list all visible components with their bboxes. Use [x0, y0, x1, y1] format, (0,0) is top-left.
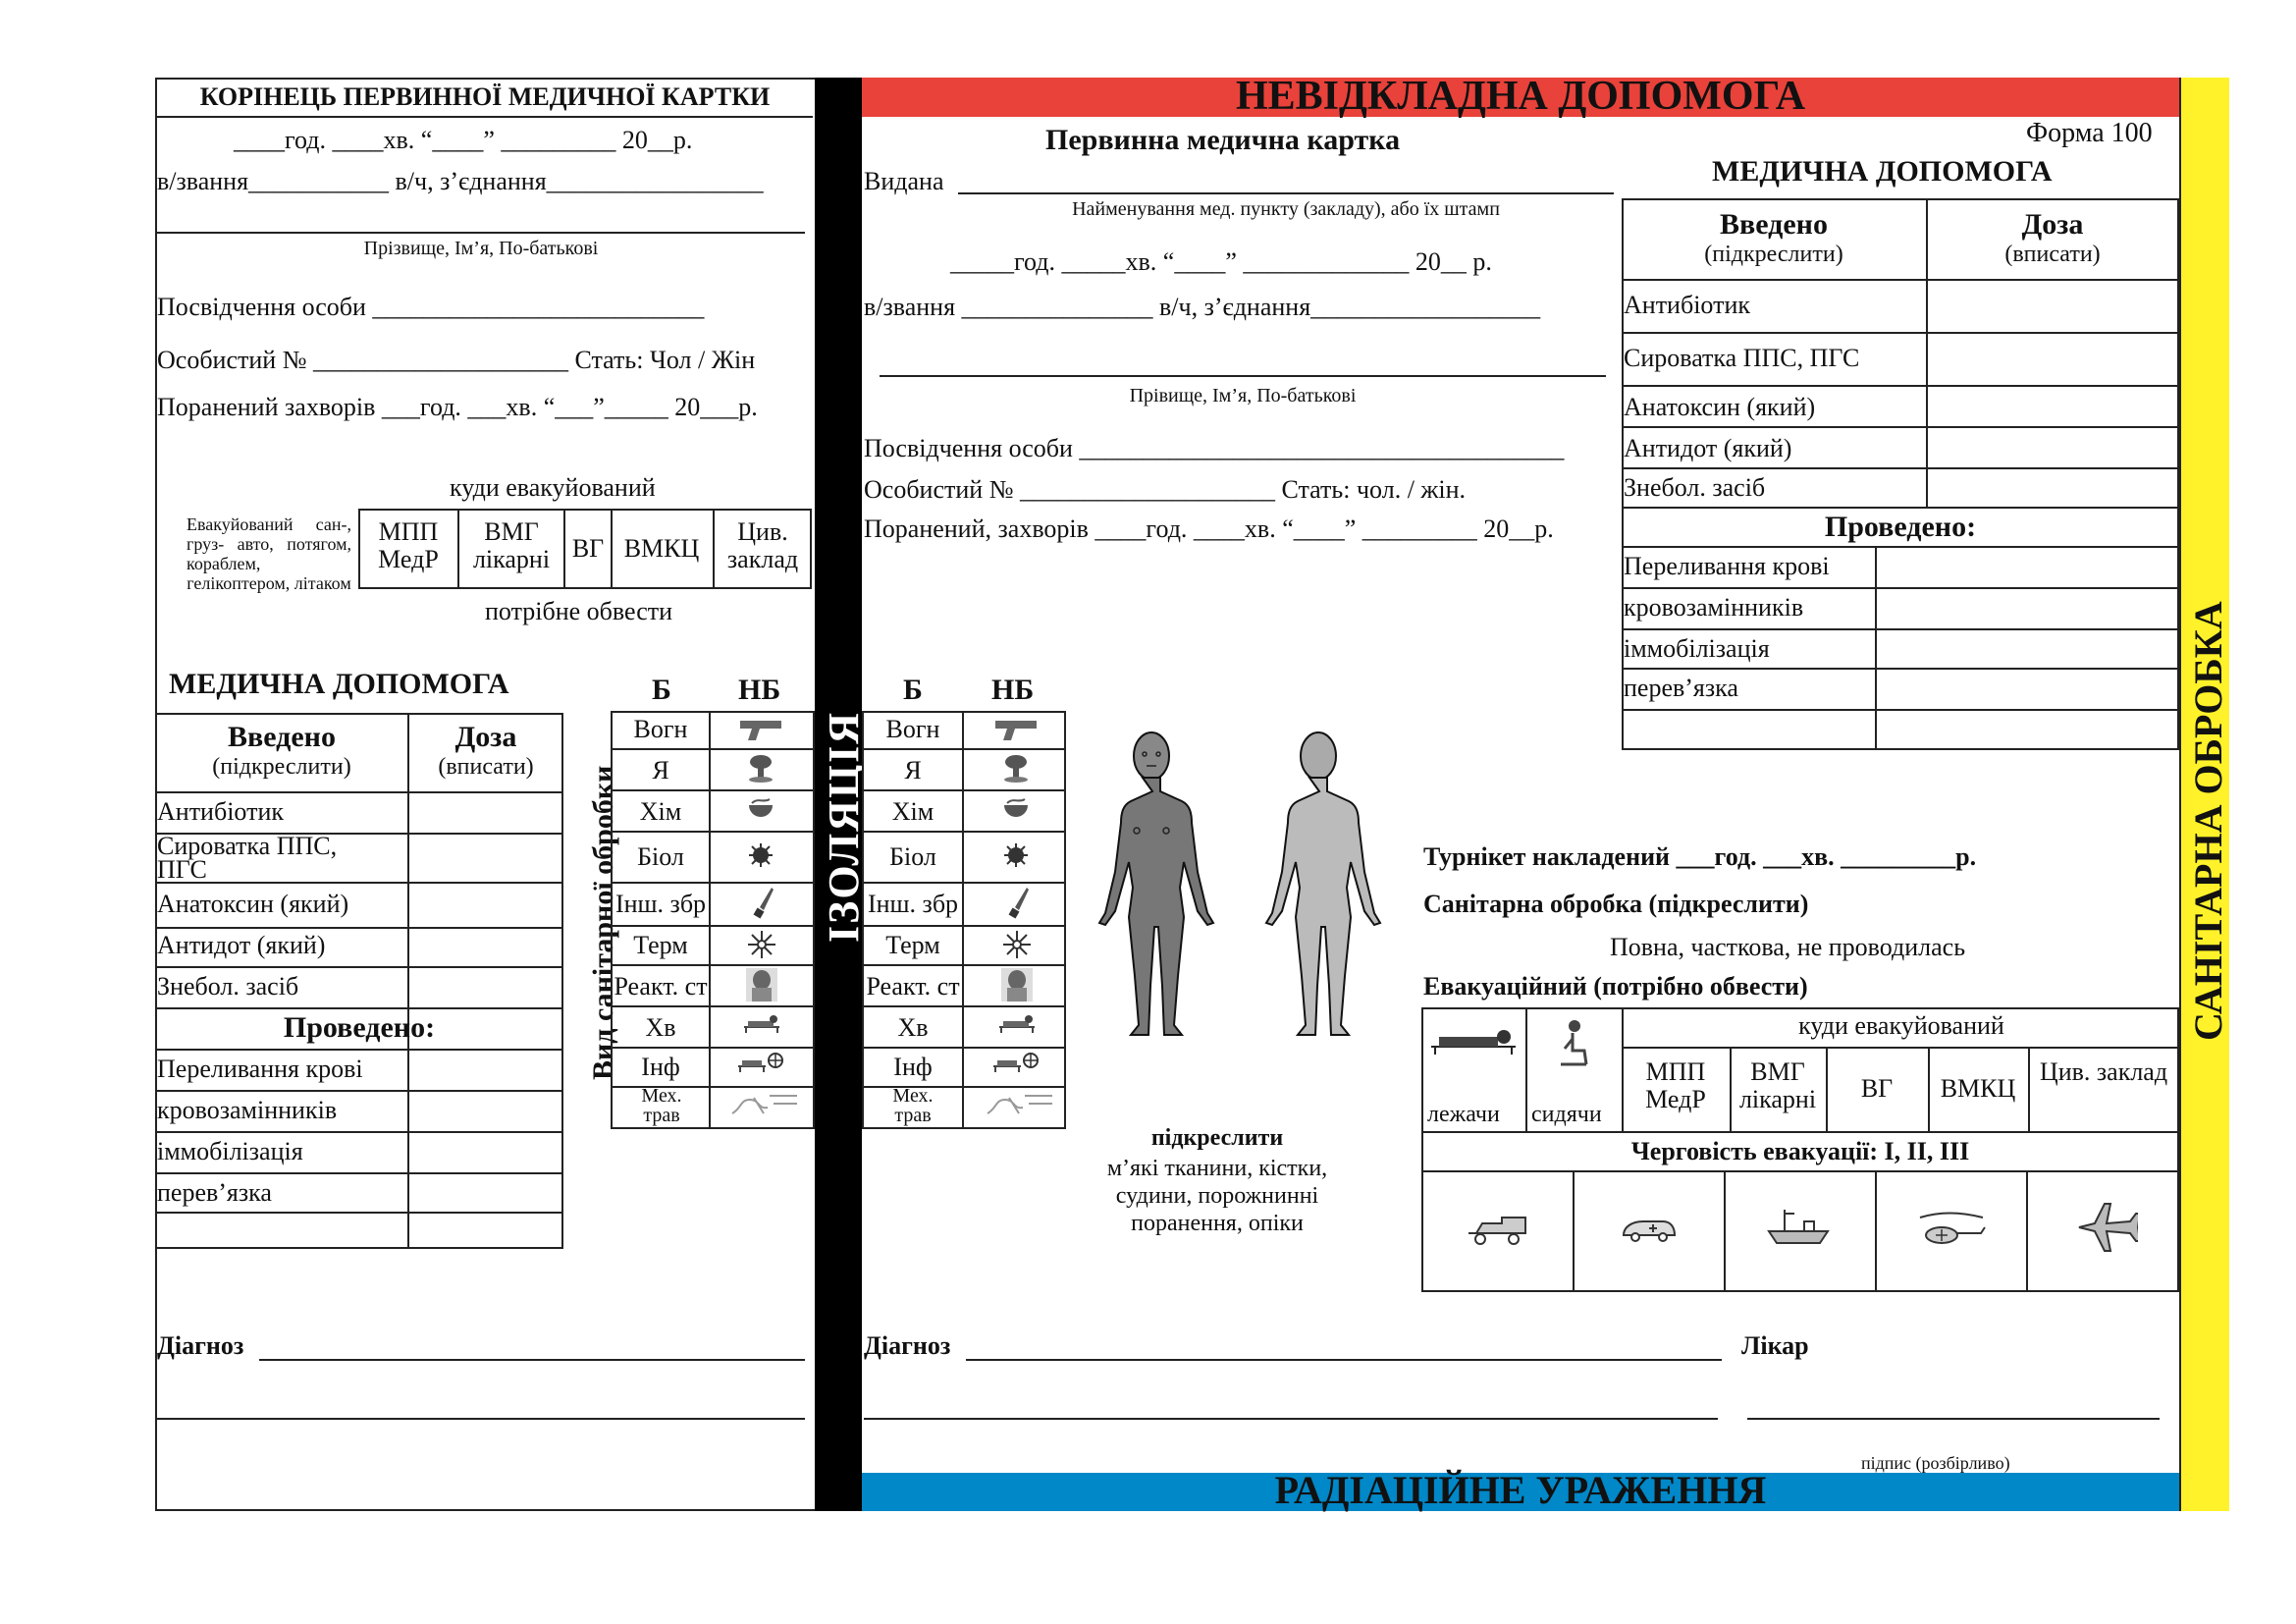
stub-med-help-title: МЕДИЧНА ДОПОМОГА: [169, 668, 509, 700]
truck-icon[interactable]: [1467, 1214, 1529, 1247]
stub-rank-line[interactable]: в/звання___________ в/ч, з’єднання_________________: [157, 167, 764, 195]
right-drug-4[interactable]: Антидот (який): [1624, 434, 1792, 462]
signature-caption: підпис (розбірливо): [1861, 1453, 2010, 1473]
stretcher-lying-icon[interactable]: [1429, 1023, 1518, 1056]
lying-label[interactable]: лежачи: [1427, 1102, 1500, 1127]
underline-title: підкреслити: [1150, 1125, 1284, 1151]
pistol-icon: [738, 717, 785, 744]
bio-icon: [1003, 842, 1029, 868]
body-front-figure[interactable]: [1078, 727, 1225, 1051]
stub-evac-place-3[interactable]: ВГ: [571, 534, 605, 563]
main-evac-place-3[interactable]: ВГ: [1860, 1074, 1894, 1103]
stub-done-header: Проведено:: [283, 1011, 436, 1044]
stub-evac-place-5[interactable]: Цив. заклад: [726, 517, 799, 573]
right-proc-2[interactable]: кровозамінників: [1624, 593, 1804, 622]
san-main-row-4[interactable]: Біол: [889, 842, 936, 871]
san-main-row-2[interactable]: Я: [904, 756, 922, 785]
stub-drug-1[interactable]: Антибіотик: [157, 797, 284, 826]
san-left-row-9[interactable]: Інф: [641, 1053, 680, 1081]
san-treat-options[interactable]: Повна, часткова, не проводилась: [1610, 933, 1966, 961]
right-dose-header: Доза: [2021, 208, 2084, 241]
pistol-icon: [993, 717, 1041, 744]
thermal-icon: [1001, 929, 1033, 960]
issued-caption: Найменування мед. пункту (закладу), або їх штамп: [1072, 198, 1500, 220]
knife-icon: [1007, 886, 1031, 919]
main-personal-no[interactable]: Особистий № ____________________ Стать: чол. / жін.: [864, 475, 1467, 504]
main-evac-place-5[interactable]: Цив. заклад: [2039, 1057, 2168, 1086]
san-type-vertical: Вид санітарної обробки: [587, 765, 619, 1080]
san-treat-title: Санітарна обробка (підкреслити): [1423, 890, 1809, 918]
stub-drug-2[interactable]: Сироватка ППС, ПГС: [157, 832, 338, 884]
san-left-row-2[interactable]: Я: [652, 756, 669, 785]
right-drug-1[interactable]: Антибіотик: [1624, 291, 1750, 319]
stub-introduced-header: Введено: [228, 721, 336, 753]
san-main-row-10[interactable]: Мех. трав: [892, 1085, 934, 1126]
urgent-title: НЕВІДКЛАДНА ДОПОМОГА: [1235, 74, 1806, 119]
san-b-header-left: Б: [652, 674, 671, 706]
stub-id-doc[interactable]: Посвідчення особи __________________________: [157, 293, 705, 321]
stub-dose-header: Доза: [454, 721, 517, 753]
airplane-icon[interactable]: [2075, 1200, 2138, 1255]
reactor-suit-icon: [746, 968, 777, 1001]
right-proc-1[interactable]: Переливання крові: [1624, 552, 1830, 580]
body-back-figure[interactable]: [1245, 727, 1392, 1051]
patient-bed-icon: [997, 1013, 1037, 1035]
right-proc-4[interactable]: перев’язка: [1624, 674, 1738, 702]
chemical-icon: [1001, 795, 1031, 823]
nuclear-cloud-icon: [1001, 754, 1031, 784]
san-left-row-6[interactable]: Терм: [633, 931, 688, 959]
tourniquet-line[interactable]: Турнікет накладений ___год. ___хв. _________р.: [1423, 842, 1977, 871]
right-introduced-sub: (підкреслити): [1704, 242, 1843, 267]
san-nb-header-left: НБ: [738, 674, 781, 706]
san-main-row-9[interactable]: Інф: [893, 1053, 933, 1081]
infection-icon: [991, 1051, 1041, 1074]
stub-introduced-sub: (підкреслити): [212, 754, 351, 780]
right-proc-3[interactable]: іммобілізація: [1624, 634, 1770, 663]
san-main-row-7[interactable]: Реакт. ст: [866, 972, 960, 1001]
stub-evac-place-1[interactable]: МПП МедР: [378, 517, 439, 573]
right-drug-3[interactable]: Анатоксин (який): [1624, 393, 1816, 421]
main-name-caption: Прівище, Ім’я, По-батькові: [1129, 385, 1357, 406]
evac-title: Евакуаційний (потрібно обвести): [1423, 972, 1808, 1001]
san-left-row-7[interactable]: Реакт. ст: [614, 972, 708, 1001]
main-rank-line[interactable]: в/звання _______________ в/ч, з’єднання__________________: [864, 293, 1541, 321]
main-evac-place-4[interactable]: ВМКЦ: [1940, 1074, 2016, 1103]
isolation-label: ІЗОЛЯЦІЯ: [820, 710, 868, 943]
san-left-row-10[interactable]: Мех. трав: [641, 1085, 682, 1126]
stub-dose-sub: (вписати): [438, 754, 534, 780]
stub-evac-place-2[interactable]: ВМГ лікарні: [472, 517, 551, 573]
bio-icon: [748, 842, 774, 868]
san-main-row-3[interactable]: Хім: [891, 797, 934, 826]
san-main-row-5[interactable]: Інш. збр: [867, 890, 959, 918]
knife-icon: [752, 886, 775, 919]
doctor-label: Лікар: [1741, 1331, 1809, 1360]
underline-options[interactable]: м’які тканини, кістки, судини, порожнинні поранення, опіки: [1106, 1156, 1328, 1236]
main-where-evac: куди евакуйований: [1798, 1011, 2004, 1040]
form-number: Форма 100: [2026, 118, 2153, 148]
stub-circle-note: потрібне обвести: [485, 597, 673, 625]
stub-evac-place-4[interactable]: ВМКЦ: [623, 534, 700, 563]
san-left-row-4[interactable]: Біол: [637, 842, 684, 871]
stub-title: КОРІНЕЦЬ ПЕРВИННОЇ МЕДИЧНОЇ КАРТКИ: [199, 82, 771, 111]
main-time-line[interactable]: _____год. _____хв. “____” _____________ 20__ р.: [950, 247, 1492, 276]
stub-name-caption: Прізвище, Ім’я, По-батькові: [363, 238, 599, 259]
right-drug-5[interactable]: Знебол. засіб: [1624, 473, 1766, 502]
infection-icon: [736, 1051, 785, 1074]
stub-drug-4[interactable]: Антидот (який): [157, 931, 326, 959]
stub-drug-3[interactable]: Анатоксин (який): [157, 890, 349, 918]
ambulance-icon[interactable]: [1620, 1216, 1679, 1245]
stub-personal-no[interactable]: Особистий № ____________________ Стать: Чол / Жін: [157, 346, 756, 374]
helicopter-icon[interactable]: [1916, 1210, 1987, 1249]
stub-injured[interactable]: Поранений захворів ___год. ___хв. “___”_____ 20___р.: [157, 393, 758, 421]
stub-where-evac: куди евакуйований: [450, 473, 656, 502]
right-done-header: Проведено:: [1824, 511, 1977, 543]
stub-proc-3[interactable]: іммобілізація: [157, 1137, 303, 1165]
san-b-header-main: Б: [903, 674, 923, 706]
san-left-row-1[interactable]: Вогн: [633, 715, 688, 743]
san-main-row-1[interactable]: Вогн: [885, 715, 940, 743]
thermal-icon: [746, 929, 777, 960]
stub-time-line[interactable]: ____год. ____хв. “____” _________ 20__р.: [234, 126, 693, 154]
mech-trauma-icon: [730, 1090, 799, 1119]
stub-evac-by: Евакуйований сан-, груз- авто, потягом, кораблем, гелікоптером, літаком: [187, 514, 351, 593]
evac-order[interactable]: Черговість евакуації: I, II, III: [1630, 1137, 1970, 1165]
san-nb-header-main: НБ: [991, 674, 1035, 706]
seated-person-icon[interactable]: [1557, 1019, 1590, 1068]
card-title: Первинна медична картка: [1045, 124, 1401, 156]
san-main-row-8[interactable]: Хв: [897, 1013, 929, 1042]
stub-diagnosis-label: Діагноз: [157, 1331, 244, 1360]
sitting-label[interactable]: сидячи: [1531, 1102, 1602, 1127]
patient-bed-icon: [742, 1013, 781, 1035]
main-id-doc[interactable]: Посвідчення особи ______________________________________: [864, 434, 1565, 462]
san-left-row-3[interactable]: Хім: [639, 797, 682, 826]
sanitary-label: САНІТАРНА ОБРОБКА: [2186, 601, 2230, 1041]
radiation-title: РАДІАЦІЙНЕ УРАЖЕННЯ: [1274, 1468, 1767, 1512]
right-introduced-header: Введено: [1720, 208, 1828, 241]
san-main-row-6[interactable]: Терм: [885, 931, 940, 959]
issued-label: Видана: [864, 167, 944, 195]
main-diagnosis-label: Діагноз: [864, 1331, 951, 1360]
stub-drug-5[interactable]: Знебол. засіб: [157, 972, 299, 1001]
main-evac-place-1[interactable]: МПП МедР: [1645, 1057, 1706, 1113]
right-med-help-title: МЕДИЧНА ДОПОМОГА: [1712, 155, 2053, 188]
ship-icon[interactable]: [1767, 1204, 1830, 1247]
chemical-icon: [746, 795, 775, 823]
main-injured[interactable]: Поранений, захворів ____год. ____хв. “____” _________ 20__р.: [864, 514, 1554, 543]
right-dose-sub: (вписати): [2004, 242, 2101, 267]
main-evac-place-2[interactable]: ВМГ лікарні: [1738, 1057, 1817, 1113]
san-left-row-5[interactable]: Інш. збр: [614, 890, 707, 918]
stub-proc-4[interactable]: перев’язка: [157, 1178, 272, 1207]
nuclear-cloud-icon: [746, 754, 775, 784]
reactor-suit-icon: [1001, 968, 1033, 1001]
san-left-row-8[interactable]: Хв: [645, 1013, 676, 1042]
stub-proc-2[interactable]: кровозамінників: [157, 1096, 338, 1124]
right-drug-2[interactable]: Сироватка ППС, ПГС: [1624, 344, 1860, 372]
stub-proc-1[interactable]: Переливання крові: [157, 1055, 363, 1083]
mech-trauma-icon: [986, 1090, 1054, 1119]
